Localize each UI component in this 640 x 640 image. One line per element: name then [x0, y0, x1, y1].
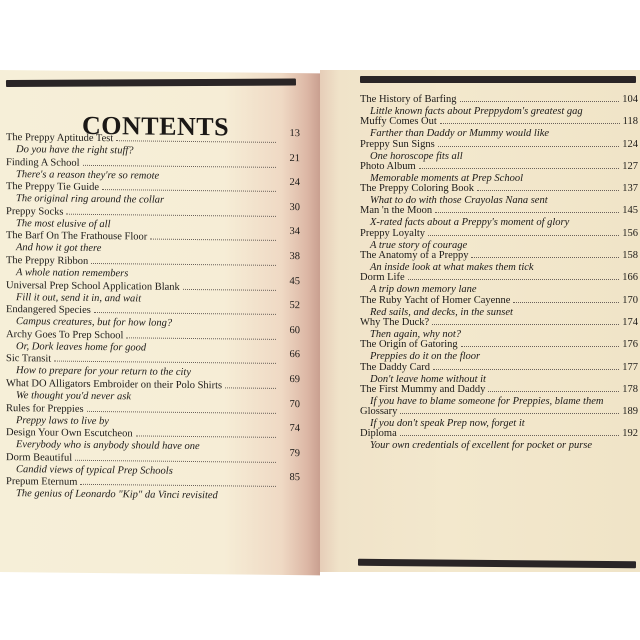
chapter-subtitle: If you don't speak Prep now, forget it — [370, 418, 525, 430]
chapter-title: The Origin of Gatoring — [360, 339, 458, 351]
chapter-title: Muffy Comes Out — [360, 116, 437, 128]
page-number: 52 — [289, 300, 300, 312]
dot-leader — [66, 213, 276, 216]
chapter-title: Prepum Eternum — [6, 476, 78, 489]
dot-leader — [83, 164, 276, 167]
chapter-subtitle: An inside look at what makes them tick — [370, 262, 534, 274]
toc-entry-line — [360, 428, 638, 440]
chapter-subtitle: Don't leave home without it — [370, 373, 486, 385]
toc-entry — [360, 362, 638, 384]
page-number: 177 — [622, 361, 638, 373]
chapter-title: The Preppy Ribbon — [6, 255, 89, 267]
toc-entry — [360, 295, 638, 317]
chapter-subtitle: The most elusive of all — [16, 217, 111, 230]
toc-entry — [6, 373, 300, 406]
chapter-title: Why The Duck? — [360, 316, 430, 328]
chapter-title: Preppy Socks — [6, 205, 64, 218]
chapter-subtitle: A whole nation remembers — [16, 267, 129, 280]
chapter-title: Dorm Beautiful — [6, 451, 73, 464]
chapter-title: The History of Barfing — [360, 94, 457, 105]
chapter-title: Dorm Life — [360, 272, 405, 284]
page-number: 21 — [289, 152, 300, 164]
page-number: 166 — [622, 272, 638, 284]
chapter-subtitle: Fill it out, send it in, and wait — [16, 291, 142, 305]
chapter-subtitle: Everybody who is anybody should have one — [16, 439, 200, 453]
dot-leader — [102, 189, 276, 192]
dot-leader — [419, 168, 620, 169]
chapter-title: Design Your Own Escutcheon — [6, 427, 133, 440]
chapter-subtitle: The genius of Leonardo "Kip" da Vinci revisited — [16, 488, 218, 502]
page-number: 45 — [289, 275, 300, 287]
chapter-title: The Ruby Yacht of Homer Cayenne — [360, 294, 511, 306]
page-number: 118 — [622, 116, 638, 128]
toc-entry-line — [360, 183, 638, 195]
dot-leader — [91, 263, 276, 266]
toc-entry — [6, 324, 300, 357]
page-number: 124 — [622, 138, 638, 150]
page-number: 192 — [622, 428, 638, 440]
chapter-subtitle: What to do with those Crayolas Nana sent — [370, 195, 548, 207]
toc-entry-line — [360, 317, 638, 329]
chapter-subtitle: Campus creatures, but for how long? — [16, 316, 173, 329]
page-number: 104 — [622, 94, 638, 105]
chapter-title: Sic Transit — [6, 353, 52, 365]
page-number: 174 — [622, 316, 638, 328]
chapter-subtitle: Little known facts about Preppydom's greatest gag — [370, 106, 583, 117]
page-number: 74 — [289, 423, 300, 435]
chapter-subtitle: Farther than Daddy or Mummy would like — [370, 128, 550, 140]
chapter-subtitle: X-rated facts about a Preppy's moment of glory — [370, 217, 570, 229]
chapter-title: Photo Album — [360, 160, 416, 172]
page-number: 69 — [289, 373, 300, 386]
page-title: CONTENTS — [82, 110, 230, 142]
dot-leader — [513, 302, 619, 303]
dot-leader — [477, 190, 619, 191]
dot-leader — [116, 140, 276, 143]
page-number: 127 — [622, 160, 638, 172]
toc-entry — [360, 94, 638, 116]
toc-entry — [360, 428, 638, 450]
chapter-subtitle: Do you have the right stuff? — [16, 144, 134, 157]
dot-leader — [400, 413, 619, 414]
toc-list-left — [6, 128, 300, 504]
dot-leader — [461, 346, 620, 347]
chapter-title: The Barf On The Frathouse Floor — [6, 230, 148, 243]
toc-list-right — [360, 94, 638, 451]
toc-entry-line — [360, 384, 638, 396]
chapter-title: Man 'n the Moon — [360, 205, 433, 217]
chapter-title: Preppy Loyalty — [360, 227, 426, 239]
chapter-subtitle: How to prepare for your return to the city — [16, 365, 191, 379]
top-rule — [360, 76, 636, 83]
chapter-title: Endangered Species — [6, 304, 91, 317]
chapter-title: Glossary — [360, 406, 398, 418]
chapter-subtitle: Candid views of typical Prep Schools — [16, 463, 173, 477]
chapter-title: The Preppy Coloring Book — [360, 183, 475, 195]
toc-entry — [6, 447, 300, 480]
toc-entry — [360, 228, 638, 250]
dot-leader — [435, 212, 619, 213]
toc-entry-line — [360, 250, 638, 262]
dot-leader — [150, 239, 276, 241]
dot-leader — [94, 312, 276, 315]
chapter-subtitle: One horoscope fits all — [370, 150, 463, 162]
page-number: 30 — [289, 201, 300, 213]
chapter-title: The First Mummy and Daddy — [360, 383, 486, 395]
toc-entry — [6, 251, 300, 283]
page-number: 24 — [289, 177, 300, 189]
chapter-subtitle: Memorable moments at Prep School — [370, 172, 523, 184]
chapter-title: The Anatomy of a Preppy — [360, 250, 469, 262]
page-number: 156 — [622, 227, 638, 239]
page-number: 170 — [622, 294, 638, 306]
toc-entry — [360, 406, 638, 428]
toc-entry — [360, 272, 638, 294]
page-number: 145 — [622, 205, 638, 217]
chapter-title: Preppy Sun Signs — [360, 138, 435, 150]
toc-entry — [6, 177, 300, 209]
dot-leader — [75, 460, 276, 463]
chapter-subtitle: Red sails, and decks, in the sunset — [370, 306, 513, 318]
chapter-subtitle: Your own credentials of excellent for pocket or purse — [370, 440, 593, 452]
page-number: 189 — [622, 406, 638, 418]
toc-entry — [360, 139, 638, 161]
chapter-title: The Preppy Aptitude Test — [6, 132, 114, 145]
dot-leader — [432, 324, 619, 325]
toc-entry — [6, 398, 300, 431]
chapter-subtitle: There's a reason they're so remote — [16, 168, 160, 182]
dot-leader — [400, 435, 620, 436]
toc-entry-line — [360, 94, 638, 106]
dot-leader — [428, 235, 619, 236]
dot-leader — [136, 436, 276, 438]
dot-leader — [126, 337, 276, 340]
chapter-title: Universal Prep School Application Blank — [6, 279, 180, 293]
chapter-subtitle: If you have to blame someone for Preppies, blame them — [370, 395, 604, 407]
dot-leader — [225, 387, 276, 389]
toc-entry — [6, 275, 300, 308]
page-number: 13 — [289, 128, 300, 140]
page-number: 66 — [289, 349, 300, 361]
toc-entry — [360, 250, 638, 272]
page-number: 79 — [289, 447, 300, 459]
toc-entry — [6, 423, 300, 455]
toc-entry-line — [360, 161, 638, 173]
dot-leader — [471, 257, 619, 258]
toc-entry-line — [360, 228, 638, 240]
page-number: 38 — [289, 251, 300, 263]
dot-leader — [80, 484, 276, 487]
page-number: 34 — [289, 226, 300, 238]
dot-leader — [460, 101, 620, 102]
dot-leader — [87, 410, 276, 413]
page-number: 137 — [622, 183, 638, 195]
chapter-subtitle: Preppy laws to live by — [16, 414, 109, 427]
toc-entry — [6, 128, 300, 160]
page-number: 158 — [622, 250, 638, 262]
dot-leader — [183, 288, 276, 290]
toc-entry-line — [360, 295, 638, 307]
dot-leader — [440, 123, 620, 124]
chapter-title: Rules for Preppies — [6, 402, 84, 415]
toc-entry-line — [360, 205, 638, 217]
dot-leader — [438, 146, 620, 147]
chapter-subtitle: Or, Dork leaves home for good — [16, 340, 147, 354]
toc-entry — [6, 349, 300, 381]
page-number: 85 — [289, 472, 300, 484]
chapter-subtitle: And how it got there — [16, 242, 102, 255]
chapter-title: What DO Alligators Embroider on their Polo Shirts — [6, 378, 223, 392]
toc-entry — [6, 472, 300, 504]
chapter-subtitle: A true story of courage — [370, 239, 468, 251]
bottom-rule — [358, 559, 636, 568]
chapter-subtitle: A trip down memory lane — [370, 284, 477, 296]
toc-entry — [6, 201, 300, 234]
left-page — [0, 70, 320, 575]
toc-entry-line — [360, 116, 638, 128]
toc-entry — [360, 205, 638, 227]
top-rule — [6, 79, 296, 88]
dot-leader — [408, 279, 620, 280]
dot-leader — [433, 369, 619, 370]
dot-leader — [488, 391, 619, 392]
chapter-subtitle: We thought you'd never ask — [16, 390, 131, 403]
toc-entry — [360, 161, 638, 183]
toc-entry-line — [360, 139, 638, 151]
chapter-title: Finding A School — [6, 156, 80, 169]
page-number: 60 — [289, 324, 300, 336]
chapter-subtitle: The original ring around the collar — [16, 193, 165, 206]
dot-leader — [54, 361, 276, 364]
chapter-title: Archy Goes To Prep School — [6, 328, 124, 342]
toc-entry-line — [360, 272, 638, 284]
toc-entry — [6, 152, 300, 185]
toc-entry — [6, 300, 300, 332]
toc-entry-line — [360, 339, 638, 351]
toc-entry-line — [360, 406, 638, 418]
chapter-subtitle: Then again, why not? — [370, 328, 461, 340]
toc-entry — [360, 317, 638, 339]
chapter-title: Diploma — [360, 428, 397, 440]
page-number: 70 — [289, 398, 300, 410]
toc-entry — [360, 384, 638, 406]
toc-entry — [360, 183, 638, 205]
right-page — [320, 70, 640, 572]
page-number: 176 — [622, 339, 638, 351]
chapter-subtitle: Preppies do it on the floor — [370, 351, 481, 363]
toc-entry-line — [360, 362, 638, 374]
chapter-title: The Daddy Card — [360, 361, 430, 373]
book-spread — [0, 70, 640, 572]
chapter-title: The Preppy Tie Guide — [6, 181, 100, 194]
toc-entry — [360, 339, 638, 361]
toc-entry — [360, 116, 638, 138]
page-number: 178 — [622, 383, 638, 395]
